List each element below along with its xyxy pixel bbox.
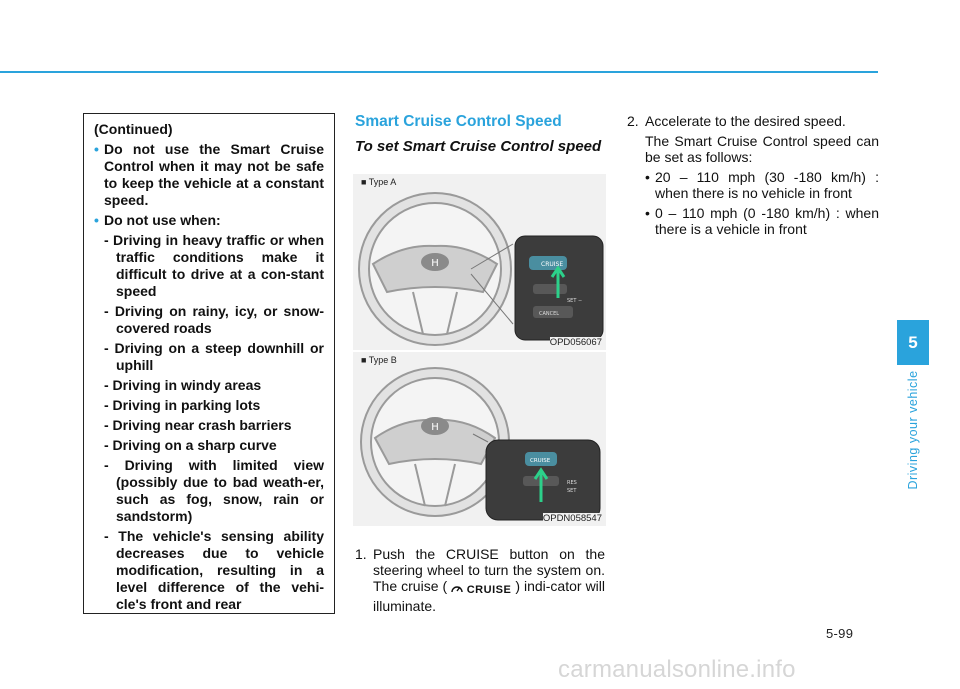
section-title: Smart Cruise Control Speed xyxy=(355,113,562,130)
list-item: - Driving in parking lots xyxy=(104,397,261,413)
figure-code: OPD056067 xyxy=(549,337,602,348)
chapter-tab: 5 xyxy=(897,320,929,365)
list-item: - The vehicle's sensing ability decreases due to vehicle modification, resulting in a level difference of the vehi-cle's front and rear xyxy=(104,528,324,612)
cancel-button-label: CANCEL xyxy=(539,311,560,317)
step-text: Accelerate to the desired speed. xyxy=(645,113,846,129)
bullet-dot-icon: • xyxy=(94,212,99,228)
cruise-button-label: CRUISE xyxy=(541,261,564,268)
set-button-label: SET xyxy=(567,488,577,494)
section-subtitle: To set Smart Cruise Control speed xyxy=(355,138,602,155)
watermark: carmanualsonline.info xyxy=(558,656,796,683)
step-text-after: ) indi-cator will illuminate. xyxy=(373,578,606,614)
svg-text:H: H xyxy=(431,258,439,269)
bullet-dot-icon: • xyxy=(645,205,650,221)
step-text xyxy=(355,546,605,614)
steering-wheel-illustration xyxy=(353,174,606,350)
header-rule xyxy=(0,71,878,73)
condition-list xyxy=(94,232,324,613)
warning-bullet-text: Do not use the Smart Cruise Control when it may not be safe to keep the vehicle at a constant speed. xyxy=(104,141,324,208)
step-number: 1. xyxy=(355,546,367,562)
res-button-label: RES xyxy=(567,480,577,486)
set-button-label: SET − xyxy=(567,298,583,304)
list-item-text: 0 – 110 mph (0 -180 km/h) : when there is a vehicle in front xyxy=(655,205,879,237)
figure-label: ■ Type B xyxy=(361,355,397,365)
list-item: - Driving with limited view (possibly due to bad weath-er, such as fog, snow, rain or sandstorm) xyxy=(104,457,324,524)
list-item: - Driving near crash barriers xyxy=(104,417,292,433)
list-item: - Driving in windy areas xyxy=(104,377,262,393)
right-column xyxy=(627,113,879,237)
cruise-indicator xyxy=(451,582,511,598)
warning-bullet xyxy=(94,141,324,209)
figure-type-a xyxy=(353,174,606,350)
step-2 xyxy=(627,113,879,129)
warning-box xyxy=(83,113,335,614)
speedometer-icon xyxy=(451,583,463,594)
bullet-dot-icon: • xyxy=(94,141,99,157)
list-item: - Driving on a steep downhill or uphill xyxy=(104,340,324,373)
list-item: - Driving on rainy, icy, or snow-covered roads xyxy=(104,303,324,336)
page-number: 5-99 xyxy=(826,626,854,641)
steering-wheel-illustration xyxy=(353,352,606,526)
list-item xyxy=(627,205,879,237)
bullet-dot-icon: • xyxy=(645,169,650,185)
list-item xyxy=(627,169,879,201)
figure-label: ■ Type A xyxy=(361,177,397,187)
cruise-button-label: CRUISE xyxy=(530,458,551,464)
step-number: 2. xyxy=(627,113,639,129)
step-text-before: Push the CRUISE button on the steering wheel to turn the system on. The cruise ( xyxy=(373,546,605,594)
warning-bullet-text: Do not use when: xyxy=(104,212,221,228)
list-item-text: 20 – 110 mph (30 -180 km/h) : when there is no vehicle in front xyxy=(655,169,879,201)
chapter-name: Driving your vehicle xyxy=(906,370,920,490)
list-item: - Driving on a sharp curve xyxy=(104,437,277,453)
cruise-indicator-label: CRUISE xyxy=(466,584,512,596)
figure-code: OPDN058547 xyxy=(542,513,602,524)
step-paragraph: The Smart Cruise Control speed can be set as follows: xyxy=(645,133,879,165)
figure-type-b xyxy=(353,352,606,526)
list-item: - Driving in heavy traffic or when traffic conditions make it difficult to drive at a con-stant speed xyxy=(104,232,324,299)
continued-label: (Continued) xyxy=(94,121,173,137)
svg-text:H: H xyxy=(431,422,439,433)
step-1 xyxy=(355,546,605,614)
warning-bullet xyxy=(94,212,324,229)
